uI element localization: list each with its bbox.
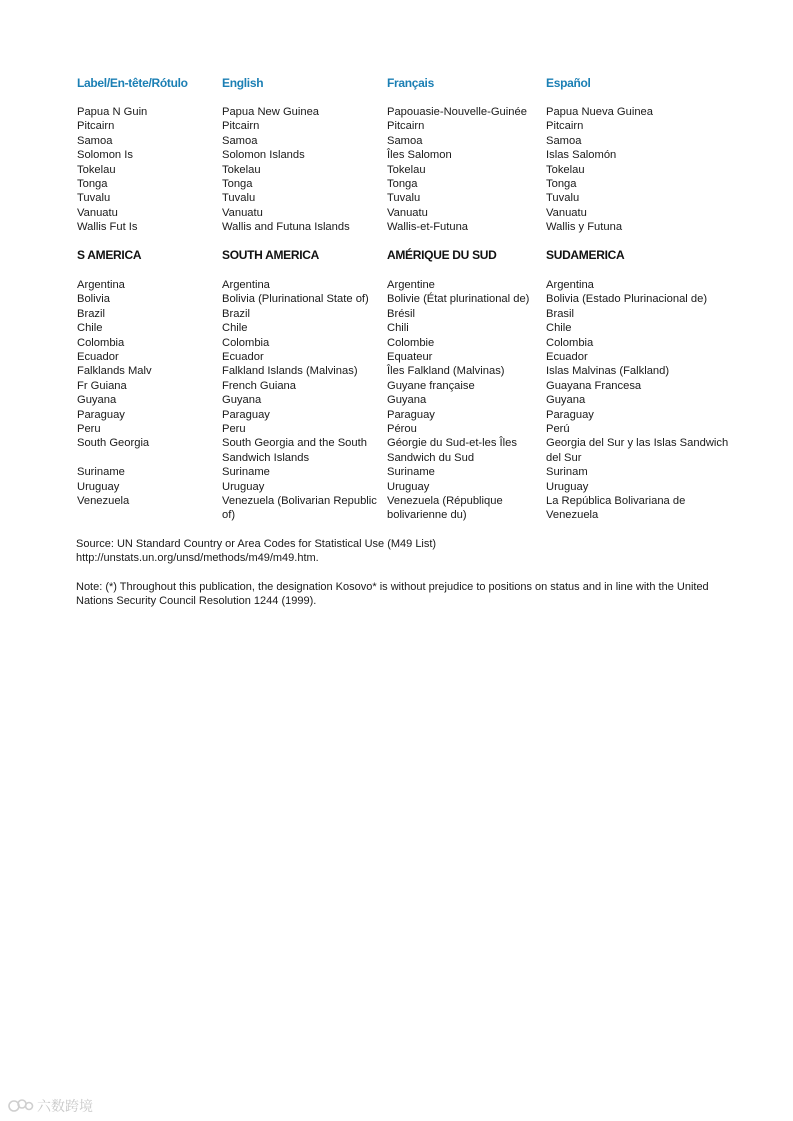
cell-english: Guyana: [222, 394, 262, 407]
cell-english: Suriname: [222, 466, 270, 479]
header-french: Français: [387, 76, 434, 90]
section-spanish: SUDAMERICA: [546, 248, 625, 262]
cell-spanish: Perú: [546, 423, 570, 435]
cell-label: Brazil: [77, 307, 105, 320]
cell-french: Bolivie (État plurinational de): [387, 293, 530, 306]
cell-french: Equateur: [387, 351, 433, 363]
section-label: S AMERICA: [77, 248, 142, 262]
cell-french: Guyane française: [387, 379, 475, 392]
cell-french: Tuvalu: [387, 192, 421, 205]
cell-french: Colombie: [387, 336, 435, 349]
cell-french: Guyana: [387, 394, 427, 407]
header-label: Label/En-tête/Rótulo: [77, 76, 188, 90]
cell-spanish: Bolivia (Estado Plurinacional de): [546, 293, 708, 306]
cell-label: Peru: [77, 423, 101, 435]
cell-spanish: Paraguay: [546, 408, 594, 421]
cell-english: Tonga: [222, 178, 253, 190]
cell-spanish: Pitcairn: [546, 120, 584, 133]
kosovo-note: Note: (*) Throughout this publication, the designation Kosovo* is without prejudice to positions on status and in line with the United Nations Security Council Resolution 1244 (1999).: [76, 581, 709, 608]
cell-english: Papua New Guinea: [222, 106, 320, 118]
cell-french: Chili: [387, 322, 409, 335]
cell-french: Wallis-et-Futuna: [387, 221, 469, 234]
cell-english: Solomon Islands: [222, 149, 305, 162]
cell-label: Guyana: [77, 394, 117, 407]
cell-spanish: Tokelau: [546, 163, 585, 176]
cell-spanish: Surinam: [546, 466, 588, 479]
cell-french: Brésil: [387, 307, 415, 320]
cell-label: Wallis Fut Is: [77, 221, 138, 234]
cell-french: Uruguay: [387, 480, 430, 493]
cell-french: Venezuela (République bolivarienne du): [387, 495, 503, 522]
source-note: [76, 537, 716, 566]
cell-spanish: Islas Salomón: [546, 149, 617, 162]
cell-english: Chile: [222, 322, 248, 335]
cell-spanish: Colombia: [546, 336, 594, 349]
header-english: English: [222, 76, 264, 90]
source-url[interactable]: http://unstats.un.org/unsd/methods/m49/m49.htm.: [76, 552, 319, 565]
watermark: [8, 1096, 93, 1116]
cell-french: Samoa: [387, 134, 423, 147]
cell-spanish: Guyana: [546, 394, 586, 407]
cell-label: Chile: [77, 322, 103, 335]
cell-english: Colombia: [222, 336, 270, 349]
cell-english: Uruguay: [222, 480, 265, 493]
cell-label: Papua N Guin: [77, 106, 148, 118]
cell-french: Îles Salomon: [387, 149, 452, 162]
cell-spanish: Tuvalu: [546, 192, 580, 205]
cell-label: Argentina: [77, 279, 125, 291]
cell-english: Argentina: [222, 279, 270, 291]
cell-spanish: Georgia del Sur y las Islas Sandwich del Sur: [546, 437, 729, 464]
cell-french: Argentine: [387, 279, 435, 291]
cell-english: Samoa: [222, 134, 258, 147]
cell-english: Peru: [222, 423, 246, 435]
cell-label: Falklands Malv: [77, 365, 152, 378]
cell-label: Colombia: [77, 336, 125, 349]
watermark-logo-icon: [8, 1098, 34, 1114]
cell-french: Pitcairn: [387, 120, 425, 133]
cell-english: Bolivia (Plurinational State of): [222, 293, 369, 306]
cell-french: Tonga: [387, 178, 418, 190]
cell-english: Ecuador: [222, 351, 264, 363]
cell-french: Paraguay: [387, 408, 435, 421]
cell-english: South Georgia and the South Sandwich Islands: [222, 437, 367, 464]
cell-french: Îles Falkland (Malvinas): [387, 365, 505, 378]
watermark-text: 六数跨境: [37, 1098, 93, 1114]
cell-label: Samoa: [77, 134, 113, 147]
cell-french: Pérou: [387, 423, 417, 435]
cell-spanish: La República Bolivariana de Venezuela: [546, 495, 686, 522]
cell-french: Géorgie du Sud-et-les Îles Sandwich du Sud: [387, 437, 517, 464]
cell-label: Suriname: [77, 466, 125, 479]
cell-label: Solomon Is: [77, 149, 133, 162]
cell-french: Vanuatu: [387, 206, 428, 219]
cell-label: Vanuatu: [77, 206, 118, 219]
cell-label: Bolivia: [77, 293, 110, 306]
cell-english: Wallis and Futuna Islands: [222, 221, 350, 234]
cell-spanish: Chile: [546, 322, 572, 335]
cell-french: Suriname: [387, 466, 435, 479]
cell-english: Paraguay: [222, 408, 270, 421]
cell-english: French Guiana: [222, 379, 297, 392]
cell-spanish: Vanuatu: [546, 206, 587, 219]
cell-spanish: Ecuador: [546, 351, 588, 363]
section-english: SOUTH AMERICA: [222, 248, 319, 262]
cell-label: Paraguay: [77, 408, 125, 421]
cell-english: Tuvalu: [222, 192, 256, 205]
cell-spanish: Wallis y Futuna: [546, 221, 623, 234]
cell-french: Tokelau: [387, 163, 426, 176]
cell-label: Fr Guiana: [77, 379, 127, 392]
cell-label: Uruguay: [77, 480, 120, 493]
cell-spanish: Papua Nueva Guinea: [546, 106, 653, 118]
cell-spanish: Guayana Francesa: [546, 379, 642, 392]
cell-label: Tuvalu: [77, 192, 111, 205]
cell-label: Tonga: [77, 178, 108, 190]
cell-spanish: Samoa: [546, 134, 582, 147]
cell-english: Tokelau: [222, 163, 261, 176]
cell-spanish: Tonga: [546, 178, 577, 190]
source-line: Source: UN Standard Country or Area Codes for Statistical Use (M49 List): [76, 538, 437, 550]
cell-english: Venezuela (Bolivarian Republic of): [222, 495, 377, 522]
cell-label: Ecuador: [77, 351, 119, 363]
cell-french: Papouasie-Nouvelle-Guinée: [387, 106, 527, 118]
cell-label: Tokelau: [77, 163, 116, 176]
cell-label: Venezuela: [77, 495, 130, 507]
cell-label: Pitcairn: [77, 120, 115, 133]
header-spanish: Español: [546, 76, 591, 90]
section-french: AMÉRIQUE DU SUD: [387, 248, 497, 262]
cell-english: Falkland Islands (Malvinas): [222, 365, 358, 378]
cell-spanish: Uruguay: [546, 480, 589, 493]
cell-label: South Georgia: [77, 437, 150, 450]
cell-english: Vanuatu: [222, 206, 263, 219]
cell-spanish: Argentina: [546, 279, 594, 291]
cell-english: Brazil: [222, 307, 250, 320]
cell-english: Pitcairn: [222, 120, 260, 133]
cell-spanish: Islas Malvinas (Falkland): [546, 365, 670, 378]
cell-spanish: Brasil: [546, 307, 574, 320]
